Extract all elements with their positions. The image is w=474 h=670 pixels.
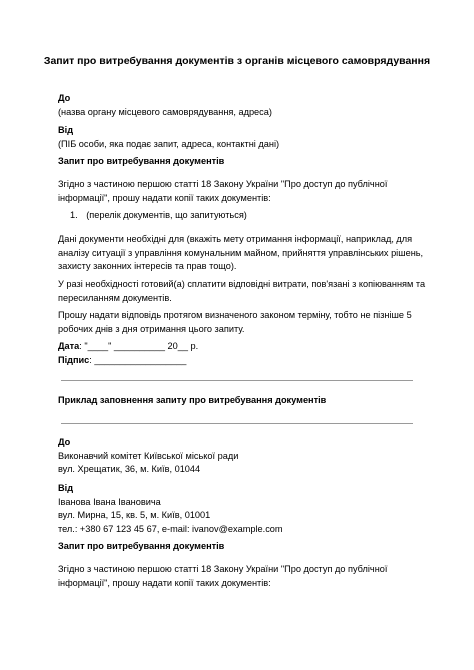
- example-intro-paragraph: Згідно з частиною першою статті 18 Закону України "Про доступ до публічної інформації", прошу надати копії таких документів:: [58, 564, 388, 588]
- example-to-block: До Виконавчий комітет Київської міської ради вул. Хрещатик, 36, м. Київ, 01044: [58, 436, 418, 477]
- list-item-text: (перелік документів, що запитуються): [86, 210, 247, 220]
- divider-bottom: [61, 423, 413, 424]
- costs-paragraph: У разі необхідності готовий(а) сплатити відповідні витрати, пов'язані з копіюванням та пересиланням документів.: [58, 279, 426, 303]
- example-heading: Приклад заповнення запиту про витребування документів: [58, 395, 327, 405]
- example-from-label: Від: [58, 483, 74, 493]
- date-line: Дата: "____" __________ 20__ р.: [58, 341, 199, 351]
- from-label: Від: [58, 125, 74, 135]
- date-signature-block: [58, 340, 418, 367]
- deadline-paragraph: Прошу надати відповідь протягом визначеного законом терміну, тобто не пізніше 5 робочих днів з дня отримання цього запиту.: [58, 310, 412, 334]
- from-block: [58, 124, 418, 151]
- document-list-item: [70, 209, 247, 223]
- request-heading: Запит про витребування документів: [58, 156, 225, 166]
- example-from-block: Від Іванова Івана Івановича вул. Мирна, 15, кв. 5, м. Київ, 01001 тел.: +380 67 123 45 67, e-mail: ivanov@example.com: [58, 482, 418, 536]
- to-block: [58, 92, 418, 119]
- example-request-heading: Запит про витребування документів: [58, 541, 225, 551]
- example-to-label: До: [58, 437, 71, 447]
- to-label: До: [58, 93, 71, 103]
- divider-top: [61, 380, 413, 381]
- to-placeholder: (назва органу місцевого самоврядування, адреса): [58, 106, 272, 117]
- intro-paragraph: Згідно з частиною першою статті 18 Закону України "Про доступ до публічної інформації", прошу надати копії таких документів:: [58, 179, 388, 203]
- document-title: Запит про витребування документів з органів місцевого самоврядування: [43, 55, 431, 67]
- from-placeholder: (ПІБ особи, яка подає запит, адреса, контактні дані): [58, 138, 280, 149]
- signature-line: Підпис: __________________: [58, 354, 187, 365]
- purpose-paragraph: Дані документи необхідні для (вкажіть мету отримання інформації, наприклад, для аналізу ситуації з управління комунальним майном, прийняття управлінських рішень, захисту законних інтересів та прав тощо).: [58, 234, 424, 271]
- list-number: 1.: [70, 210, 78, 220]
